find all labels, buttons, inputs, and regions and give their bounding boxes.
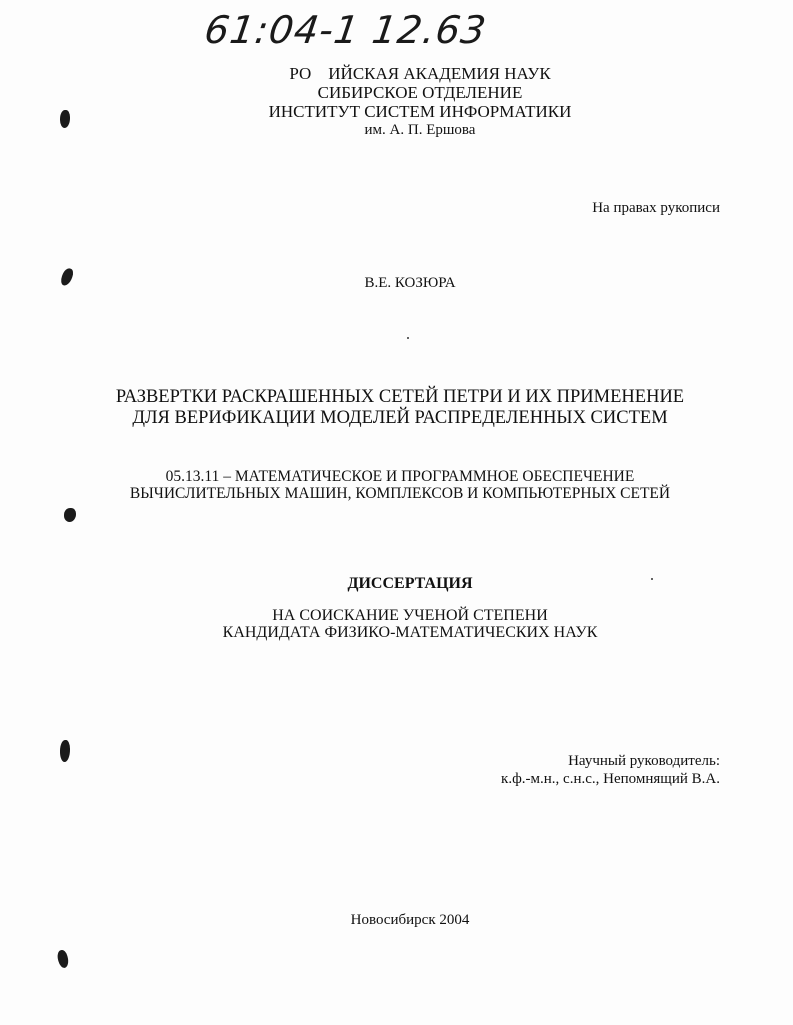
degree-sought [150,607,670,641]
academy-name: РО ИЙСКАЯ АКАДЕМИЯ НАУК [289,64,551,83]
scan-speck [407,337,409,339]
manuscript-rights: На правах рукописи [592,200,720,216]
dissertation-title [60,387,740,429]
binding-mark [64,508,76,522]
author-name: В.Е. КОЗЮРА [364,275,456,291]
degree-line-2: КАНДИДАТА ФИЗИКО-МАТЕМАТИЧЕСКИХ НАУК [222,624,598,641]
degree-line-1: НА СОИСКАНИЕ УЧЕНОЙ СТЕПЕНИ [272,607,548,624]
supervisor-name: к.ф.-м.н., с.н.с., Непомнящий В.А. [501,771,720,787]
title-line-1: РАЗВЕРТКИ РАСКРАШЕННЫХ СЕТЕЙ ПЕТРИ И ИХ ПРИМЕНЕНИЕ [115,387,685,407]
binding-mark [56,949,70,969]
institution-header [220,64,620,140]
supervisor-block [501,752,720,788]
title-line-2: ДЛЯ ВЕРИФИКАЦИИ МОДЕЛЕЙ РАСПРЕДЕЛЕННЫХ СИСТЕМ [132,408,668,428]
scan-speck [651,578,653,580]
specialty-line-1: 05.13.11 – МАТЕМАТИЧЕСКОЕ И ПРОГРАММНОЕ ОБЕСПЕЧЕНИЕ [165,468,635,485]
supervisor-label: Научный руководитель: [568,753,720,769]
institute-namesake: им. А. П. Ершова [364,122,476,138]
binding-mark [60,110,70,128]
branch-name: СИБИРСКОЕ ОТДЕЛЕНИЕ [317,83,523,102]
handwritten-catalog-number: 61:04-1 12.63 [201,8,490,52]
document-type: ДИССЕРТАЦИЯ [347,575,473,592]
binding-mark [59,267,75,287]
binding-mark [60,740,70,762]
specialty [60,468,740,502]
city-year: Новосибирск 2004 [350,912,470,928]
institute-name: ИНСТИТУТ СИСТЕМ ИНФОРМАТИКИ [268,102,572,121]
specialty-line-2: ВЫЧИСЛИТЕЛЬНЫХ МАШИН, КОМПЛЕКСОВ И КОМПЬЮТЕРНЫХ СЕТЕЙ [129,485,671,502]
